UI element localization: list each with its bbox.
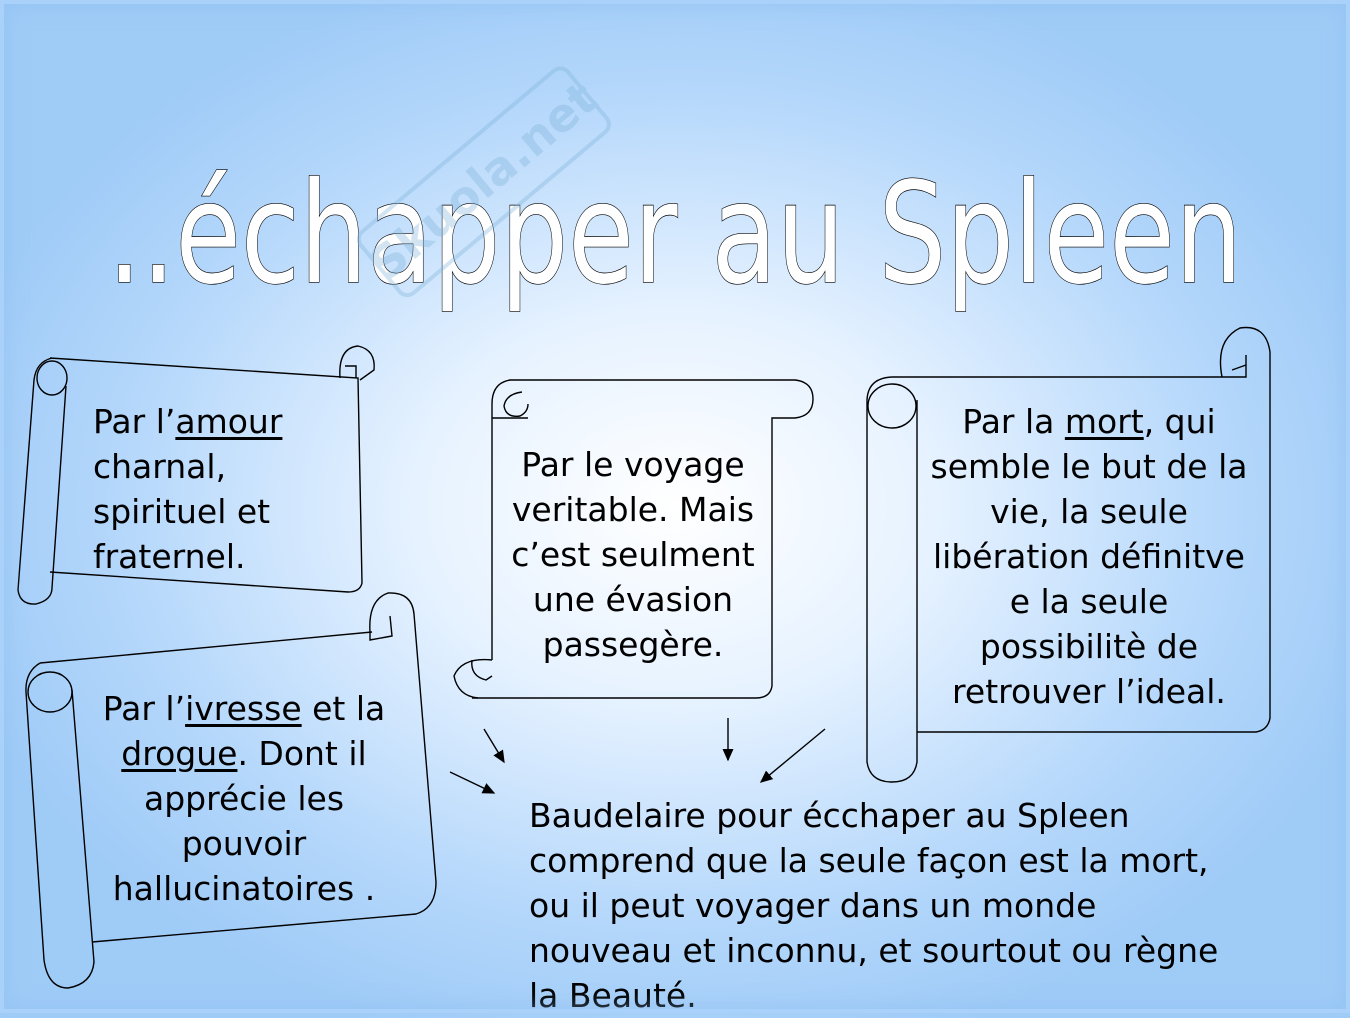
ivresse-rest: . Dont il apprécie les pouvoir hallucinatoires . [112,734,376,908]
drogue-keyword: drogue [121,734,238,773]
voyage-text: Par le voyage veritable. Mais c’est seulment une évasion passegère. [511,445,755,664]
ivresse-keyword: ivresse [185,689,302,728]
mort-rest: , qui semble le but de la vie, la seule libération définitve e la seule possibilitè de retrouver l’ideal. [930,402,1248,711]
arrow-4 [761,729,825,782]
mort-keyword: mort [1064,402,1144,441]
watermark-text: Skuola.net [359,70,608,292]
conclusion-text: Baudelaire pour écchaper au Spleen comprend que la seule façon est la mort, ou il peut voyager dans un monde nouveau et inconnu, et sourtout ou règne la Beauté. [529,796,1219,1015]
ivresse-middle: et la [301,689,386,728]
mort-prefix: Par la [962,402,1065,441]
text-voyage [488,442,778,667]
arrow-2 [450,772,494,793]
slide-title-text: ..échapper au Spleen [107,153,1243,316]
text-amour [93,399,353,579]
amour-rest: charnal, spirituel et fraternel. [93,447,271,576]
text-ivresse [98,686,390,911]
arrow-1 [484,729,504,762]
amour-prefix: Par l’ [93,402,176,441]
ivresse-prefix: Par l’ [102,689,186,728]
text-conclusion [529,793,1229,1018]
text-mort [930,399,1248,714]
amour-keyword: amour [175,402,283,441]
